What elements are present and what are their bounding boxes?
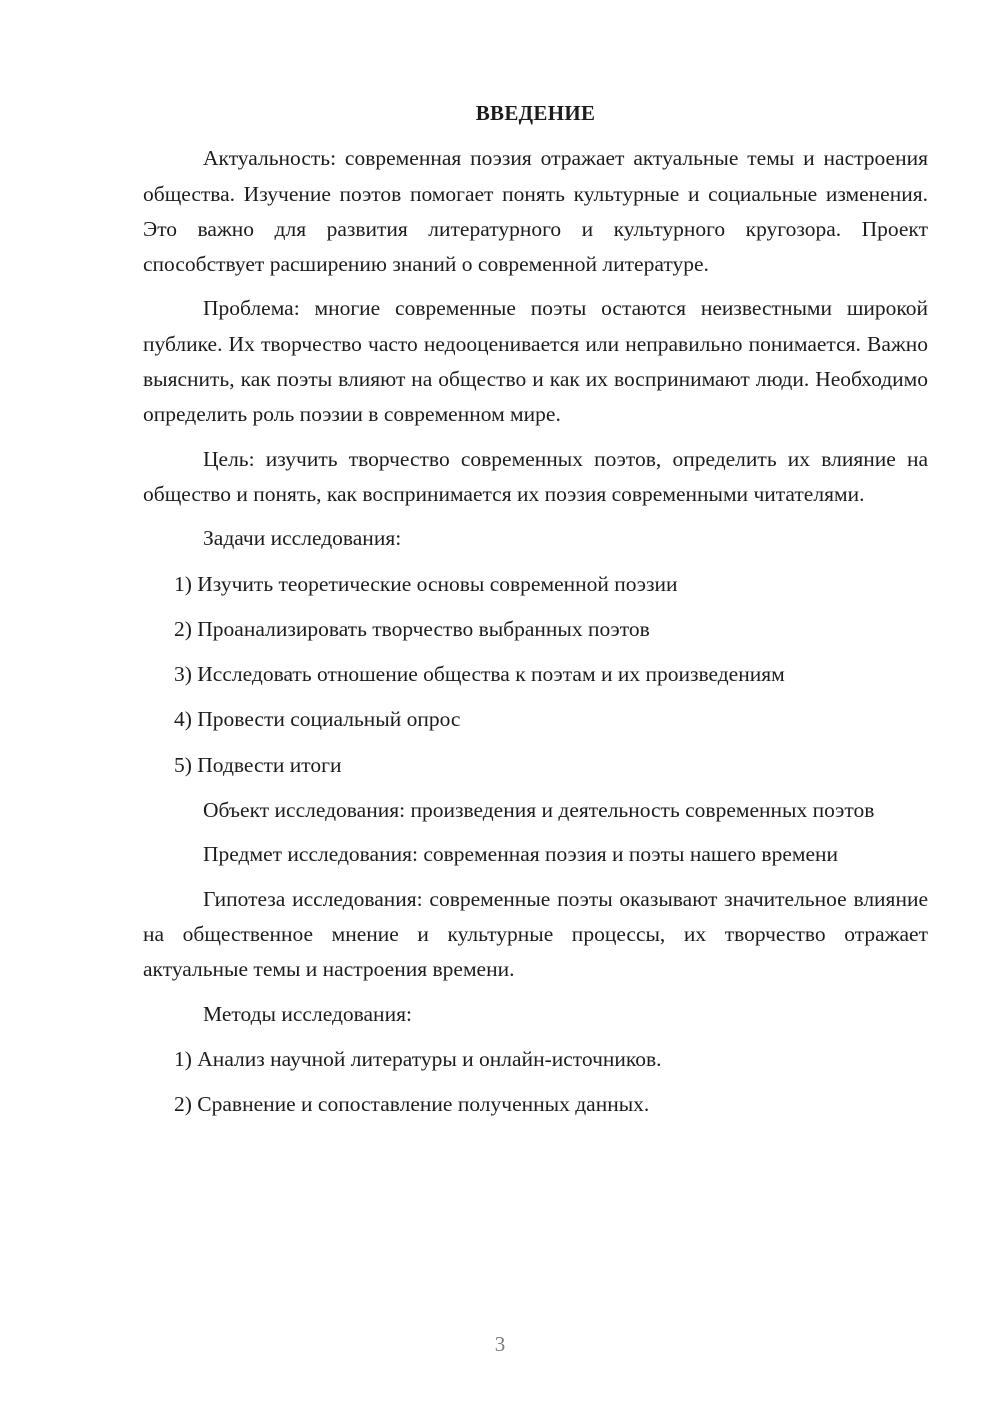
relevance-paragraph: Актуальность: современная поэзия отражает актуальные темы и настроения общества. Изучение поэтов помогает понять культурные и социальные изменения. Это важно для развития литературного и культурного кругозора. Проект способствует расширению знаний о современной литературе. — [143, 146, 928, 277]
list-item: 1) Анализ научной литературы и онлайн-источников. — [174, 1046, 662, 1071]
methods-label: Методы исследования: — [203, 1001, 412, 1026]
object-paragraph: Объект исследования: произведения и деятельность современных поэтов — [203, 798, 875, 823]
page-number: 3 — [494, 1332, 506, 1356]
goal-paragraph: Цель: изучить творчество современных поэтов, определить их влияние на общество и понять, как воспринимается их поэзия современными читателями. — [143, 446, 928, 506]
list-item: 5) Подвести итоги — [174, 752, 342, 777]
hypothesis-paragraph: Гипотеза исследования: современные поэты оказывают значительное влияние на общественное мнение и культурные процессы, их творчество отражает актуальные темы и настроения времени. — [143, 886, 928, 982]
list-item: 2) Проанализировать творчество выбранных поэтов — [174, 616, 650, 641]
tasks-label: Задачи исследования: — [203, 526, 402, 551]
list-item: 1) Изучить теоретические основы современной поэзии — [174, 571, 678, 596]
section-title: ВВЕДЕНИЕ — [475, 101, 596, 125]
list-item: 3) Исследовать отношение общества к поэтам и их произведениям — [174, 662, 785, 687]
problem-paragraph: Проблема: многие современные поэты остаются неизвестными широкой публике. Их творчество часто недооценивается или неправильно понимается. Важно выяснить, как поэты влияют на общество и как их воспринимают люди. Необходимо определить роль поэзии в современном мире. — [143, 296, 928, 427]
list-item: 2) Сравнение и сопоставление полученных данных. — [174, 1092, 650, 1117]
list-item: 4) Провести социальный опрос — [174, 707, 461, 732]
subject-paragraph: Предмет исследования: современная поэзия и поэты нашего времени — [203, 842, 839, 867]
page-content — [143, 96, 928, 1132]
tasks-list — [143, 567, 928, 783]
methods-list — [143, 1042, 928, 1123]
